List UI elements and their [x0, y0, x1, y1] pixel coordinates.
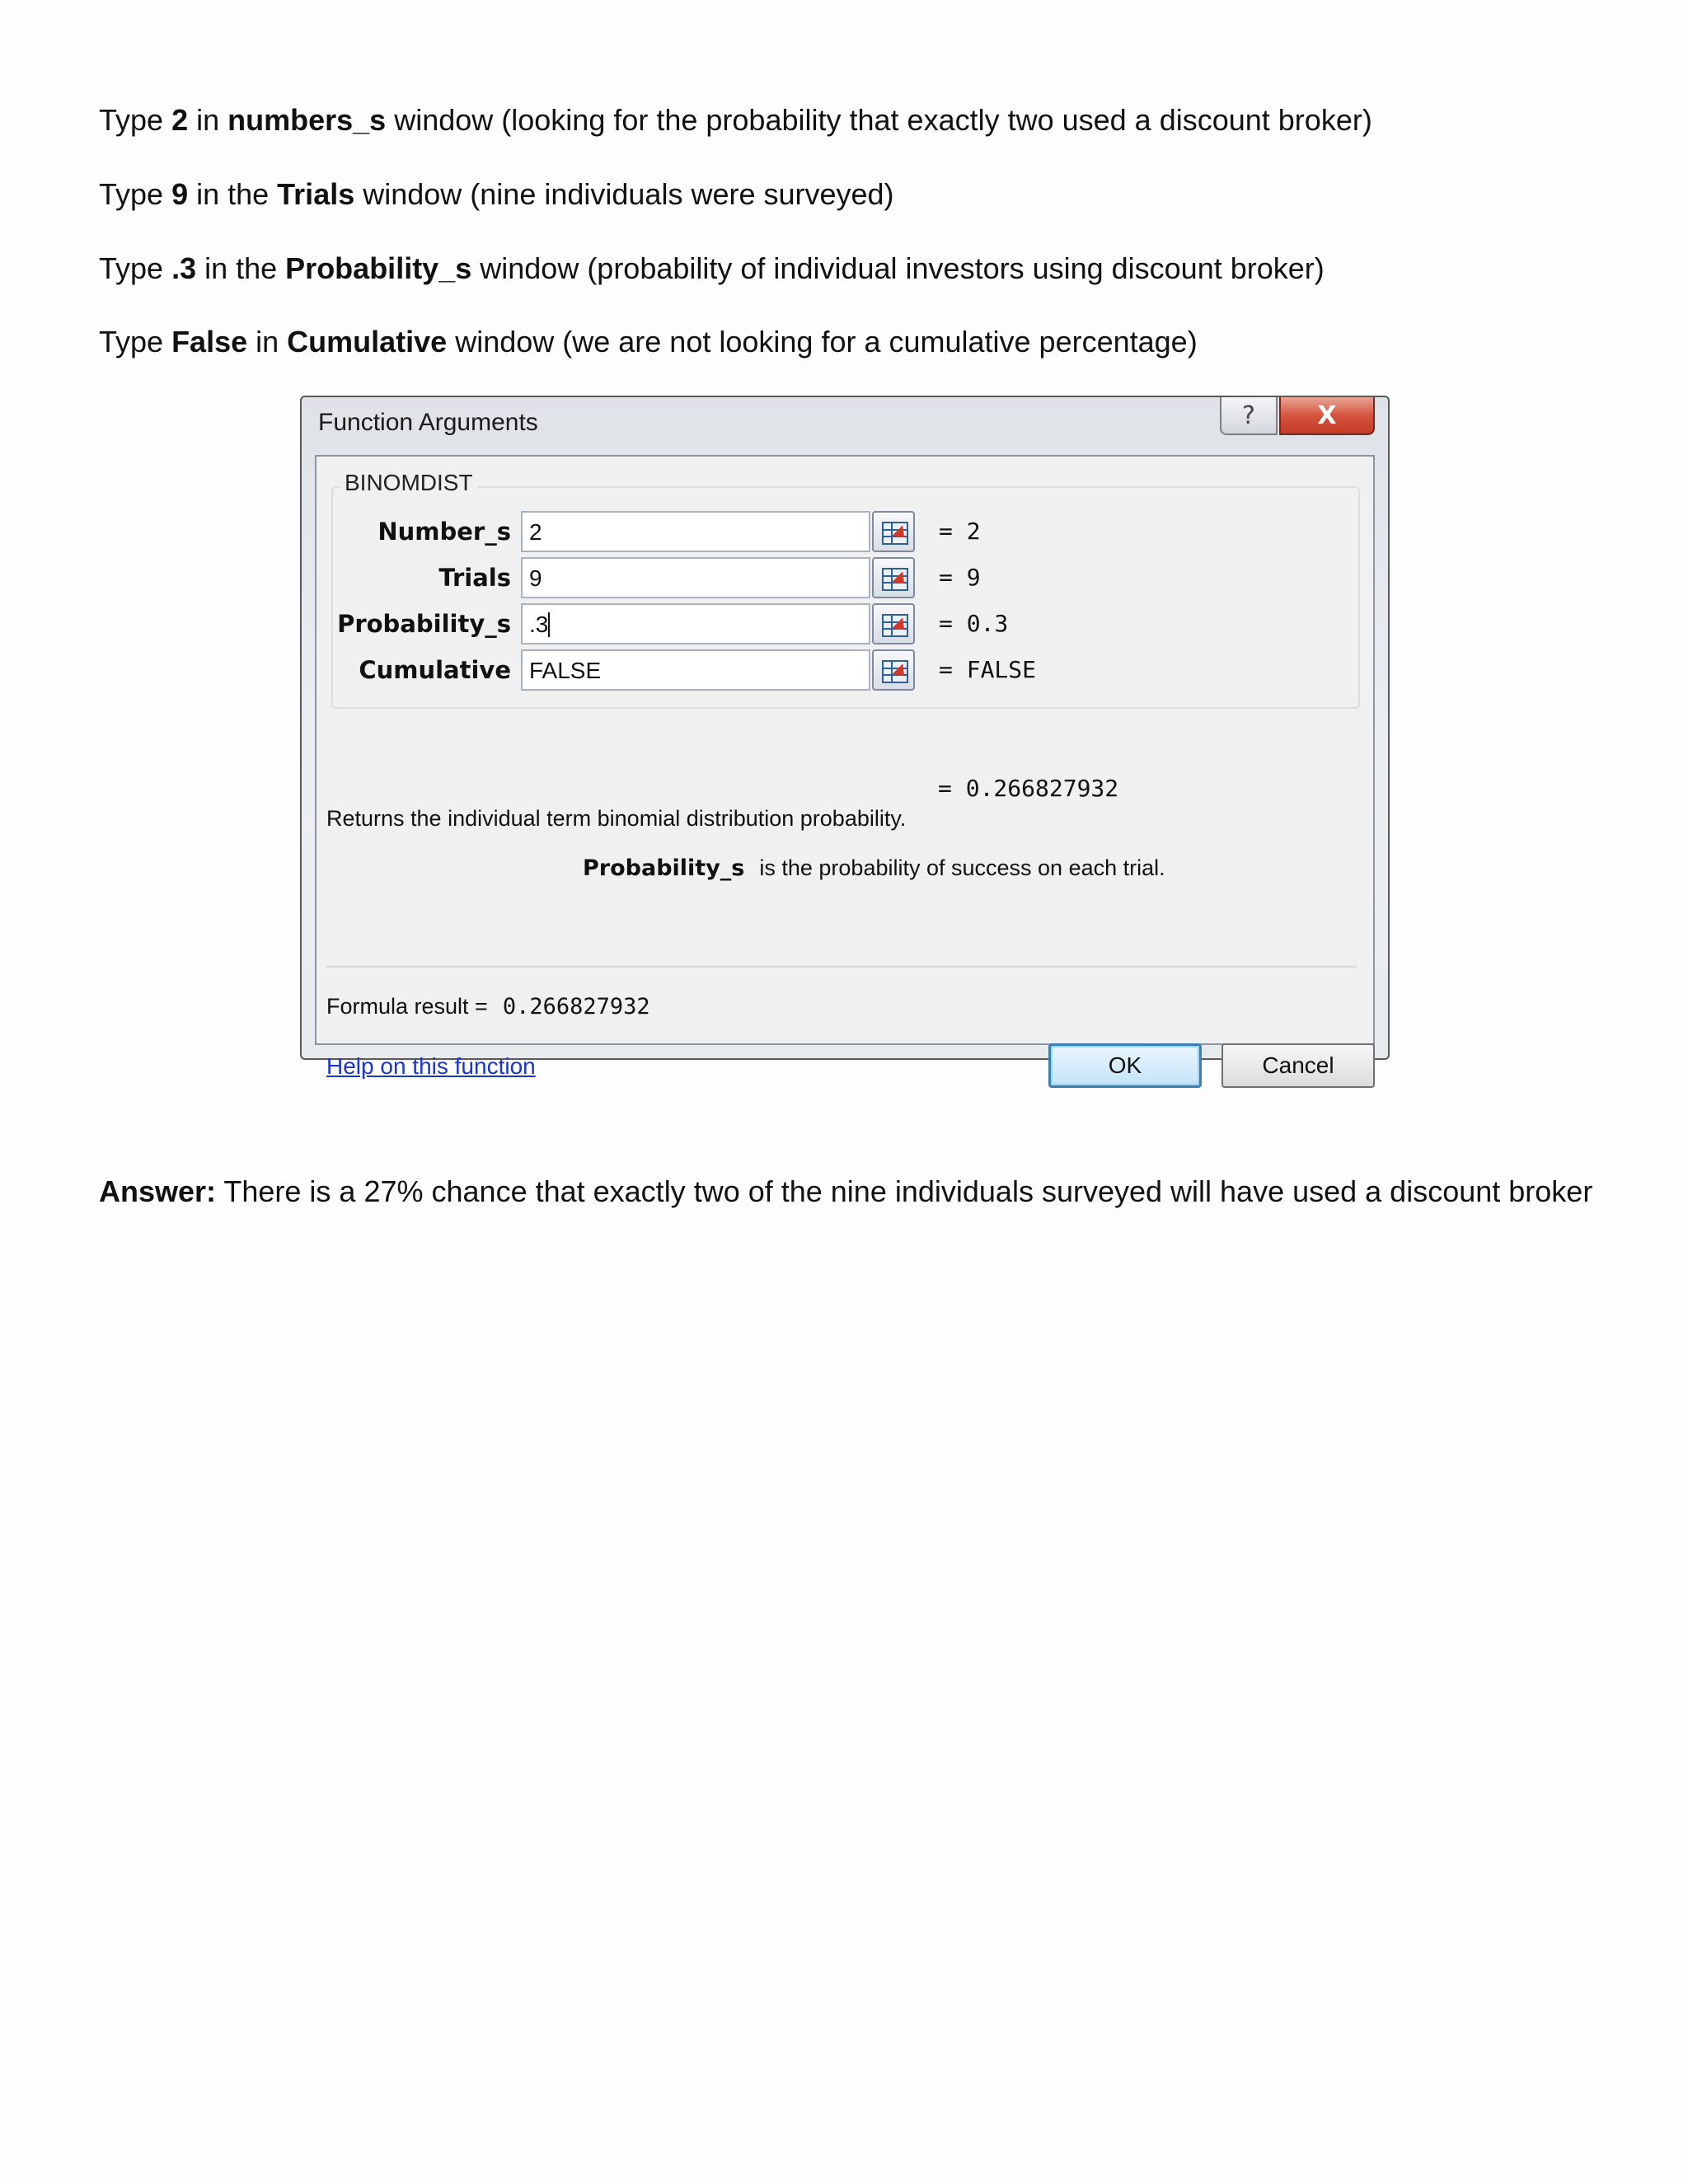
instruction-text: in the: [188, 177, 278, 211]
question-mark-icon: ?: [1242, 401, 1255, 430]
answer-paragraph: [99, 1169, 1599, 1215]
function-description: Returns the individual term binomial distribution probability.: [326, 806, 907, 831]
number-s-input[interactable]: 2: [521, 511, 870, 552]
instruction-target: numbers_s: [227, 103, 387, 137]
argument-label: Trials: [438, 564, 511, 592]
argument-row-number-s: [333, 511, 1358, 555]
cancel-button[interactable]: Cancel: [1221, 1043, 1375, 1088]
divider: [326, 966, 1357, 968]
argument-help: [583, 855, 1165, 881]
instruction-text: window (nine individuals were surveyed): [354, 177, 894, 211]
argument-evaluation: = FALSE: [939, 656, 1037, 683]
formula-result-label: Formula result =: [326, 994, 488, 1019]
instruction-text: Type: [99, 325, 172, 359]
instruction-value: .3: [171, 251, 197, 285]
input-value: .3: [529, 612, 549, 637]
answer-label: Answer:: [99, 1174, 217, 1208]
trials-input[interactable]: 9: [521, 557, 870, 598]
instruction-value: 9: [171, 177, 189, 211]
instruction-text: window (probability of individual investors using discount broker): [471, 251, 1325, 285]
instruction-line: [99, 176, 894, 213]
instruction-target: Cumulative: [287, 325, 448, 359]
close-button[interactable]: [1279, 397, 1375, 435]
argument-help-name: Probability_s: [583, 855, 745, 881]
argument-row-probability-s: [333, 603, 1358, 648]
dialog-title: Function Arguments: [318, 409, 538, 436]
help-button[interactable]: [1220, 397, 1278, 435]
instruction-text: window (we are not looking for a cumulative percentage): [447, 325, 1198, 359]
formula-result-value: 0.266827932: [502, 994, 650, 1019]
argument-label: Probability_s: [337, 610, 511, 638]
cumulative-input[interactable]: FALSE: [521, 649, 870, 691]
collapse-dialog-button[interactable]: [872, 557, 915, 598]
dialog-titlebar[interactable]: [302, 397, 1388, 452]
instruction-text: Type: [99, 177, 172, 211]
collapse-dialog-button[interactable]: [872, 649, 915, 691]
collapse-dialog-button[interactable]: [872, 511, 915, 552]
text-caret: [548, 612, 550, 637]
arguments-group: [331, 470, 1360, 709]
instruction-target: Trials: [277, 177, 355, 211]
function-name: BINOMDIST: [340, 470, 478, 496]
instruction-line: [99, 251, 1325, 287]
instruction-text: in: [247, 325, 288, 359]
argument-row-trials: [333, 557, 1358, 602]
ok-button[interactable]: OK: [1048, 1043, 1202, 1088]
function-evaluation: = 0.266827932: [938, 775, 1119, 802]
instruction-text: Type: [99, 251, 172, 285]
formula-result: [326, 994, 650, 1019]
close-icon: X: [1317, 401, 1337, 430]
function-arguments-dialog: [300, 396, 1390, 1079]
probability-s-input[interactable]: [521, 603, 870, 644]
help-on-function-link[interactable]: Help on this function: [326, 1053, 536, 1079]
argument-evaluation: = 9: [939, 564, 981, 591]
instruction-value: 2: [171, 103, 189, 137]
instruction-target: Probability_s: [285, 251, 472, 285]
instruction-text: window (looking for the probability that exactly two used a discount broker): [386, 103, 1372, 137]
instruction-text: in the: [196, 251, 286, 285]
argument-evaluation: = 0.3: [939, 610, 1009, 637]
answer-text: There is a 27% chance that exactly two of the nine individuals surveyed will have used a discount broker: [216, 1174, 1593, 1208]
dialog-body: [315, 455, 1375, 1079]
instruction-text: in: [188, 103, 228, 137]
instruction-line: [99, 102, 1372, 138]
argument-evaluation: = 2: [939, 518, 981, 545]
instruction-line: [99, 324, 1198, 360]
collapse-dialog-button[interactable]: [872, 603, 915, 644]
argument-row-cumulative: [333, 649, 1358, 694]
argument-help-text: is the probability of success on each trial.: [759, 855, 1165, 880]
argument-label: Cumulative: [359, 656, 511, 684]
instruction-value: False: [171, 325, 248, 359]
argument-label: Number_s: [377, 518, 511, 546]
instruction-text: Type: [99, 103, 172, 137]
